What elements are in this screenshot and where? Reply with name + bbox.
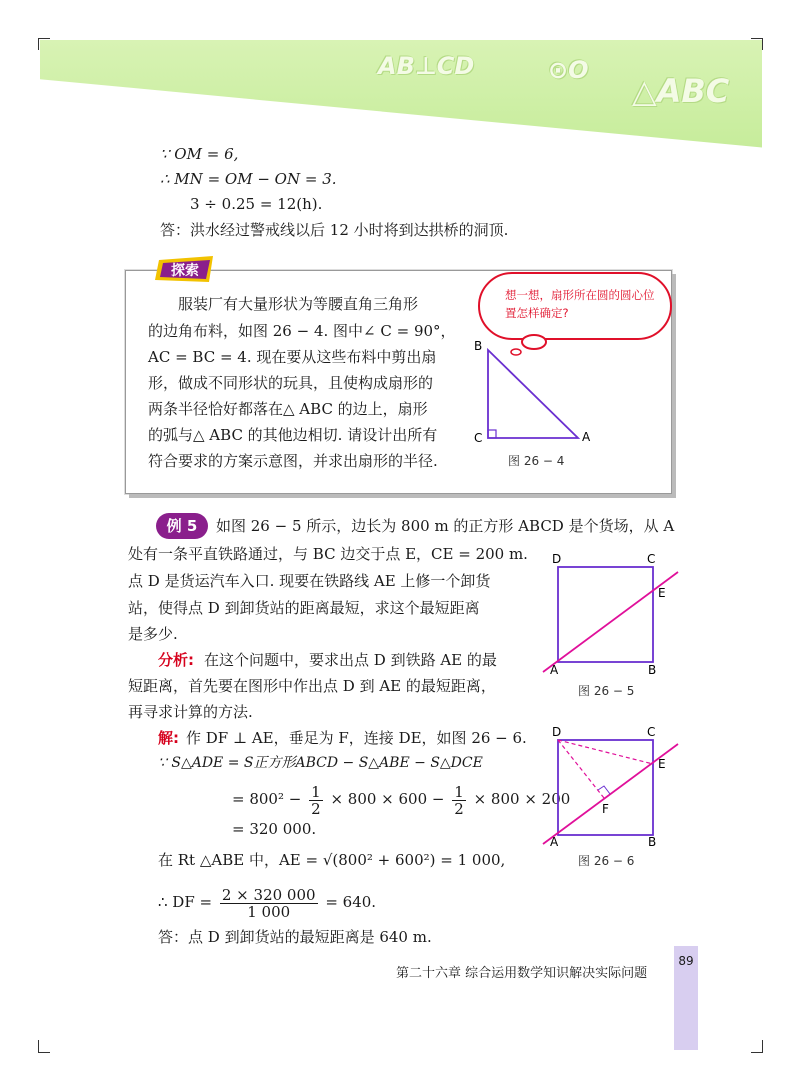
analysis-label: 分析: <box>158 651 194 669</box>
equation <box>232 782 570 816</box>
analysis-line: 再寻求计算的方法. <box>128 703 253 721</box>
label-A: A <box>550 663 559 677</box>
explore-line: 的弧与△ ABC 的其他边相切. 请设计出所有 <box>148 426 438 444</box>
solution-line: 作 DF ⊥ AE，垂足为 F，连接 DE，如图 26 − 6. <box>186 729 527 747</box>
figure-caption: 图 26 − 4 <box>508 454 565 468</box>
label-C: C <box>647 725 656 739</box>
frac-num: 2 × 320 000 <box>221 885 316 904</box>
text-line: ∴ MN = OM − ON = 3. <box>160 170 337 188</box>
fraction <box>220 887 318 920</box>
crop-mark <box>751 38 763 39</box>
explore-line: 形，做成不同形状的玩具，且使构成扇形的 <box>148 374 434 392</box>
figure-26-6 <box>538 722 688 850</box>
label-A: A <box>550 835 559 849</box>
text-line: 3 ÷ 0.25 = 12(h). <box>190 195 323 213</box>
label-D: D <box>552 552 562 566</box>
header-symbol: AB⊥CD <box>378 52 475 80</box>
crop-mark <box>751 1052 763 1053</box>
explore-line: 两条半径恰好都落在△ ABC 的边上，扇形 <box>148 400 428 418</box>
solution-label: 解: <box>158 729 179 747</box>
eq-part: = 640. <box>325 893 377 911</box>
frac-num: 1 <box>454 782 464 801</box>
figure-26-5 <box>538 552 688 677</box>
example-line: 站，使得点 D 到卸货站的距离最短，求这个最短距离 <box>128 599 480 617</box>
analysis-line: 短距离，首先要在图形中作出点 D 到 AE 的最短距离， <box>128 677 496 695</box>
frac-den: 1 000 <box>247 902 291 921</box>
page-number: 89 <box>674 946 698 1050</box>
crop-mark <box>38 38 39 50</box>
label-D: D <box>552 725 562 739</box>
eq-part: × 800 × 200 <box>473 790 571 808</box>
explore-line: 的边角布料，如图 26 − 4. 图中∠ C = 90°， <box>148 322 456 340</box>
thought-text: 想一想，扇形所在圆的圆心位置怎样确定? <box>505 288 655 320</box>
chapter-footer: 第二十六章 综合运用数学知识解决实际问题 <box>396 966 648 981</box>
frac-num: 1 <box>311 782 321 801</box>
label-B: B <box>648 835 657 849</box>
example-line: 是多少. <box>128 625 178 643</box>
frac-den: 2 <box>311 799 321 818</box>
analysis-line: 在这个问题中，要求出点 D 到铁路 AE 的最 <box>204 651 497 669</box>
equation <box>158 884 376 920</box>
frac-den: 2 <box>454 799 464 818</box>
answer-line: 答：点 D 到卸货站的最短距离是 640 m. <box>158 928 432 946</box>
label-B: B <box>474 339 483 353</box>
explore-line: 符合要求的方案示意图，并求出扇形的半径. <box>148 452 438 470</box>
figure-caption: 图 26 − 5 <box>578 684 635 698</box>
label-E: E <box>658 586 666 600</box>
header-symbol: △ABC <box>632 72 730 110</box>
example-line: 点 D 是货运汽车入口. 现要在铁路线 AE 上修一个卸货 <box>128 572 491 590</box>
crop-mark <box>762 1040 763 1052</box>
crop-mark <box>762 38 763 50</box>
eq-part: ∴ DF = <box>158 893 213 911</box>
label-F: F <box>602 802 609 816</box>
example-tag: 例 5 <box>156 513 208 539</box>
crop-mark <box>38 38 50 39</box>
explore-line: 服装厂有大量形状为等腰直角三角形 <box>178 295 419 313</box>
equation: ∵ S△ADE = S正方形ABCD − S△ABE − S△DCE <box>158 755 483 771</box>
label-C: C <box>474 431 483 445</box>
example-line: 处有一条平直铁路通过，与 BC 边交于点 E，CE = 200 m. <box>128 545 528 563</box>
example-line: 如图 26 − 5 所示，边长为 800 m 的正方形 ABCD 是个货场，从 A <box>216 517 675 535</box>
text-line: ∵ OM = 6, <box>160 145 239 163</box>
equation: 在 Rt △ABE 中，AE = √(800² + 600²) = 1 000, <box>158 851 506 869</box>
fraction-half <box>309 784 323 817</box>
label-E: E <box>658 757 666 771</box>
figure-caption: 图 26 − 6 <box>578 854 635 868</box>
explore-tag <box>155 256 217 284</box>
label-C: C <box>647 552 656 566</box>
explore-tag-label: 探索 <box>171 263 199 279</box>
crop-mark <box>38 1040 39 1052</box>
crop-mark <box>38 1052 50 1053</box>
eq-part: × 800 × 600 − <box>330 790 445 808</box>
header-symbol: ⊙O <box>548 56 589 84</box>
eq-part: = 800² − <box>232 790 302 808</box>
equation: = 320 000. <box>232 820 317 838</box>
label-B: B <box>648 663 657 677</box>
text-line: 答：洪水经过警戒线以后 12 小时将到达拱桥的洞顶. <box>160 221 509 239</box>
explore-line: AC = BC = 4. 现在要从这些布料中剪出扇 <box>148 348 437 366</box>
figure-26-4 <box>468 338 598 450</box>
label-A: A <box>582 430 591 444</box>
fraction-half <box>452 784 466 817</box>
